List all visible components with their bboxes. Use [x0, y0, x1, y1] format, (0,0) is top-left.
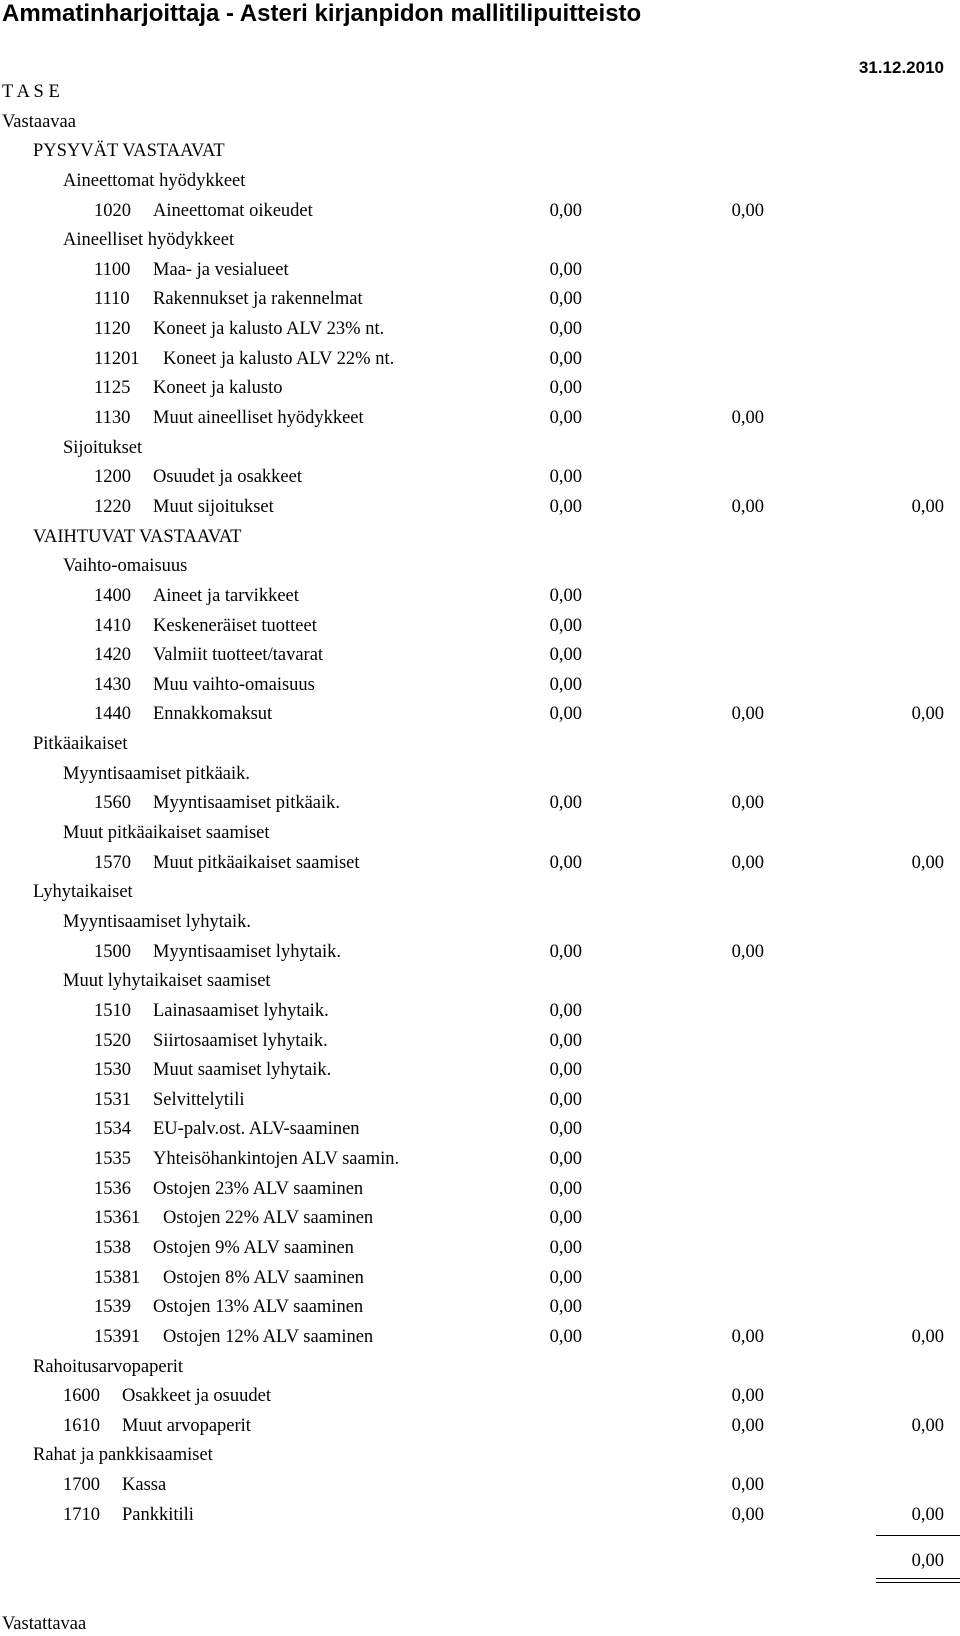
account-row — [0, 997, 960, 1027]
account-name: Muut saamiset lyhytaik. — [153, 1060, 332, 1081]
account-value: 0,00 — [549, 496, 582, 517]
account-code: 1420 — [94, 645, 131, 666]
section-heading: Aineettomat hyödykkeet — [63, 170, 246, 191]
account-row — [0, 612, 960, 642]
account-code: 1535 — [94, 1149, 131, 1170]
section-heading: VAIHTUVAT VASTAAVAT — [33, 526, 242, 547]
section-heading: Myyntisaamiset lyhytaik. — [63, 911, 252, 932]
vastattavaa-heading: Vastattavaa — [2, 1614, 87, 1634]
account-name: Koneet ja kalusto ALV 23% nt. — [153, 319, 385, 340]
subtotal-value: 0,00 — [731, 1504, 764, 1525]
subtotal-value: 0,00 — [731, 200, 764, 221]
account-code: 1570 — [94, 852, 131, 873]
subtotal-value: 0,00 — [731, 793, 764, 814]
account-name: Koneet ja kalusto — [153, 378, 283, 399]
section-heading: Vaihto-omaisuus — [63, 556, 188, 577]
account-code: 1440 — [94, 704, 131, 725]
section-heading-row — [0, 552, 960, 582]
account-row — [0, 938, 960, 968]
account-value: 0,00 — [549, 200, 582, 221]
account-value: 0,00 — [549, 467, 582, 488]
account-row — [0, 1086, 960, 1116]
section-heading-row — [0, 760, 960, 790]
account-code: 1430 — [94, 674, 131, 695]
account-row — [0, 849, 960, 879]
account-code: 1130 — [94, 408, 131, 429]
account-row — [0, 493, 960, 523]
subtotal-value: 0,00 — [731, 704, 764, 725]
account-code: 1700 — [63, 1475, 100, 1496]
account-row — [0, 1056, 960, 1086]
section-heading-row — [0, 78, 960, 108]
account-name: Osakkeet ja osuudet — [122, 1386, 271, 1407]
section-heading: PYSYVÄT VASTAAVAT — [33, 141, 225, 162]
account-value: 0,00 — [549, 793, 582, 814]
section-heading-row — [0, 1353, 960, 1383]
account-code: 1710 — [63, 1504, 100, 1525]
account-value: 0,00 — [549, 1089, 582, 1110]
subtotal-value: 0,00 — [731, 1326, 764, 1347]
report-date: 31.12.2010 — [858, 58, 944, 77]
account-name: Muu vaihto-omaisuus — [153, 674, 315, 695]
account-value: 0,00 — [549, 615, 582, 636]
account-code: 15381 — [94, 1267, 141, 1288]
account-code: 1600 — [63, 1386, 100, 1407]
section-heading: Rahat ja pankkisaamiset — [33, 1445, 213, 1466]
account-name: Osuudet ja osakkeet — [153, 467, 302, 488]
account-value: 0,00 — [549, 289, 582, 310]
account-code: 1120 — [94, 319, 131, 340]
section-heading: Pitkäaikaiset — [33, 734, 128, 755]
account-row — [0, 374, 960, 404]
account-code: 1539 — [94, 1297, 131, 1318]
section-heading: Rahoitusarvopaperit — [33, 1356, 184, 1377]
subtotal-value: 0,00 — [731, 1415, 764, 1436]
account-code: 1100 — [94, 259, 131, 280]
account-value: 0,00 — [549, 378, 582, 399]
account-code: 1410 — [94, 615, 131, 636]
subtotal-value: 0,00 — [731, 1386, 764, 1407]
account-row — [0, 1471, 960, 1501]
account-code: 11201 — [94, 348, 140, 369]
section-heading-row — [0, 730, 960, 760]
section-heading: Vastaavaa — [2, 111, 76, 132]
account-row — [0, 1027, 960, 1057]
section-heading-row — [0, 226, 960, 256]
account-row — [0, 315, 960, 345]
account-code: 1200 — [94, 467, 131, 488]
section-heading: Aineelliset hyödykkeet — [63, 230, 235, 251]
account-row — [0, 256, 960, 286]
account-name: Ostojen 9% ALV saaminen — [153, 1237, 354, 1258]
account-value: 0,00 — [549, 704, 582, 725]
subtotal-value: 0,00 — [731, 941, 764, 962]
account-name: Pankkitili — [122, 1504, 194, 1525]
account-row — [0, 1501, 960, 1531]
total-value: 0,00 — [911, 852, 944, 873]
account-value: 0,00 — [549, 1149, 582, 1170]
total-value: 0,00 — [911, 1326, 944, 1347]
total-value: 0,00 — [911, 1415, 944, 1436]
balance-sheet-rows — [0, 78, 960, 1530]
account-row — [0, 463, 960, 493]
account-row — [0, 404, 960, 434]
section-heading-row — [0, 1441, 960, 1471]
account-name: Ostojen 22% ALV saaminen — [163, 1208, 374, 1229]
account-code: 1531 — [94, 1089, 131, 1110]
section-heading: Sijoitukset — [63, 437, 143, 458]
account-code: 1125 — [94, 378, 131, 399]
account-name: Ostojen 13% ALV saaminen — [153, 1297, 364, 1318]
subtotal-value: 0,00 — [731, 852, 764, 873]
account-code: 1020 — [94, 200, 131, 221]
account-value: 0,00 — [549, 1267, 582, 1288]
account-name: Ennakkomaksut — [153, 704, 273, 725]
account-name: Lainasaamiset lyhytaik. — [153, 1000, 329, 1021]
section-heading-row — [0, 434, 960, 464]
section-heading: Muut lyhytaikaiset saamiset — [63, 971, 271, 992]
account-name: Keskeneräiset tuotteet — [153, 615, 317, 636]
account-name: Muut pitkäaikaiset saamiset — [153, 852, 360, 873]
section-heading-row — [0, 108, 960, 138]
section-heading-row — [0, 967, 960, 997]
account-name: Myyntisaamiset lyhytaik. — [153, 941, 342, 962]
account-value: 0,00 — [549, 1119, 582, 1140]
section-heading-row — [0, 167, 960, 197]
account-name: Maa- ja vesialueet — [153, 259, 289, 280]
account-name: Selvittelytili — [153, 1089, 245, 1110]
account-name: Ostojen 23% ALV saaminen — [153, 1178, 364, 1199]
account-code: 1220 — [94, 496, 131, 517]
account-code: 1400 — [94, 585, 131, 606]
account-row — [0, 1264, 960, 1294]
account-value: 0,00 — [549, 941, 582, 962]
subtotal-value: 0,00 — [731, 496, 764, 517]
account-name: Ostojen 8% ALV saaminen — [163, 1267, 364, 1288]
account-code: 1538 — [94, 1237, 131, 1258]
account-code: 1560 — [94, 793, 131, 814]
account-code: 1500 — [94, 941, 131, 962]
account-value: 0,00 — [549, 674, 582, 695]
account-code: 1530 — [94, 1060, 131, 1081]
account-row — [0, 345, 960, 375]
account-name: Ostojen 12% ALV saaminen — [163, 1326, 374, 1347]
grand-total: 0,00 — [911, 1551, 944, 1571]
account-row — [0, 1204, 960, 1234]
account-name: Myyntisaamiset pitkäaik. — [153, 793, 341, 814]
account-code: 1536 — [94, 1178, 131, 1199]
account-name: Muut sijoitukset — [153, 496, 274, 517]
account-value: 0,00 — [549, 348, 582, 369]
account-value: 0,00 — [549, 259, 582, 280]
account-value: 0,00 — [549, 1208, 582, 1229]
account-name: Rakennukset ja rakennelmat — [153, 289, 363, 310]
account-code: 15391 — [94, 1326, 141, 1347]
account-value: 0,00 — [549, 319, 582, 340]
account-code: 1520 — [94, 1030, 131, 1051]
account-name: Muut arvopaperit — [122, 1415, 251, 1436]
account-code: 1534 — [94, 1119, 131, 1140]
account-name: Koneet ja kalusto ALV 22% nt. — [163, 348, 395, 369]
account-value: 0,00 — [549, 1060, 582, 1081]
account-row — [0, 671, 960, 701]
account-name: Yhteisöhankintojen ALV saamin. — [153, 1149, 400, 1170]
account-value: 0,00 — [549, 1030, 582, 1051]
section-heading: Lyhytaikaiset — [33, 882, 133, 903]
account-value: 0,00 — [549, 1297, 582, 1318]
section-heading-row — [0, 523, 960, 553]
account-code: 1610 — [63, 1415, 100, 1436]
account-value: 0,00 — [549, 1178, 582, 1199]
account-name: Aineet ja tarvikkeet — [153, 585, 299, 606]
account-code: 15361 — [94, 1208, 141, 1229]
account-value: 0,00 — [549, 1326, 582, 1347]
total-value: 0,00 — [911, 704, 944, 725]
section-heading-row — [0, 819, 960, 849]
account-name: Kassa — [122, 1475, 167, 1496]
account-name: Muut aineelliset hyödykkeet — [153, 408, 364, 429]
account-row — [0, 700, 960, 730]
account-value: 0,00 — [549, 852, 582, 873]
total-rule — [876, 1535, 960, 1536]
subtotal-value: 0,00 — [731, 1475, 764, 1496]
total-value: 0,00 — [911, 1504, 944, 1525]
section-heading-row — [0, 878, 960, 908]
section-heading: Muut pitkäaikaiset saamiset — [63, 823, 270, 844]
account-row — [0, 285, 960, 315]
account-value: 0,00 — [549, 585, 582, 606]
section-heading: Myyntisaamiset pitkäaik. — [63, 763, 251, 784]
account-row — [0, 1145, 960, 1175]
account-row — [0, 789, 960, 819]
account-row — [0, 1234, 960, 1264]
account-code: 1510 — [94, 1000, 131, 1021]
account-code: 1110 — [94, 289, 130, 310]
account-value: 0,00 — [549, 645, 582, 666]
account-name: EU-palv.ost. ALV-saaminen — [153, 1119, 360, 1140]
account-row — [0, 1293, 960, 1323]
account-row — [0, 1175, 960, 1205]
section-heading-row — [0, 137, 960, 167]
report-title: Ammatinharjoittaja - Asteri kirjanpidon mallitilipuitteisto — [2, 0, 642, 27]
account-row — [0, 1412, 960, 1442]
account-value: 0,00 — [549, 1000, 582, 1021]
account-row — [0, 1323, 960, 1353]
account-row — [0, 1115, 960, 1145]
section-heading: T A S E — [2, 82, 60, 102]
section-heading-row — [0, 908, 960, 938]
account-row — [0, 1382, 960, 1412]
account-name: Valmiit tuotteet/tavarat — [153, 645, 324, 666]
account-name: Aineettomat oikeudet — [153, 200, 313, 221]
total-value: 0,00 — [911, 496, 944, 517]
account-value: 0,00 — [549, 408, 582, 429]
account-name: Siirtosaamiset lyhytaik. — [153, 1030, 328, 1051]
total-double-rule — [876, 1578, 960, 1583]
account-value: 0,00 — [549, 1237, 582, 1258]
account-row — [0, 641, 960, 671]
account-row — [0, 197, 960, 227]
account-row — [0, 582, 960, 612]
subtotal-value: 0,00 — [731, 408, 764, 429]
